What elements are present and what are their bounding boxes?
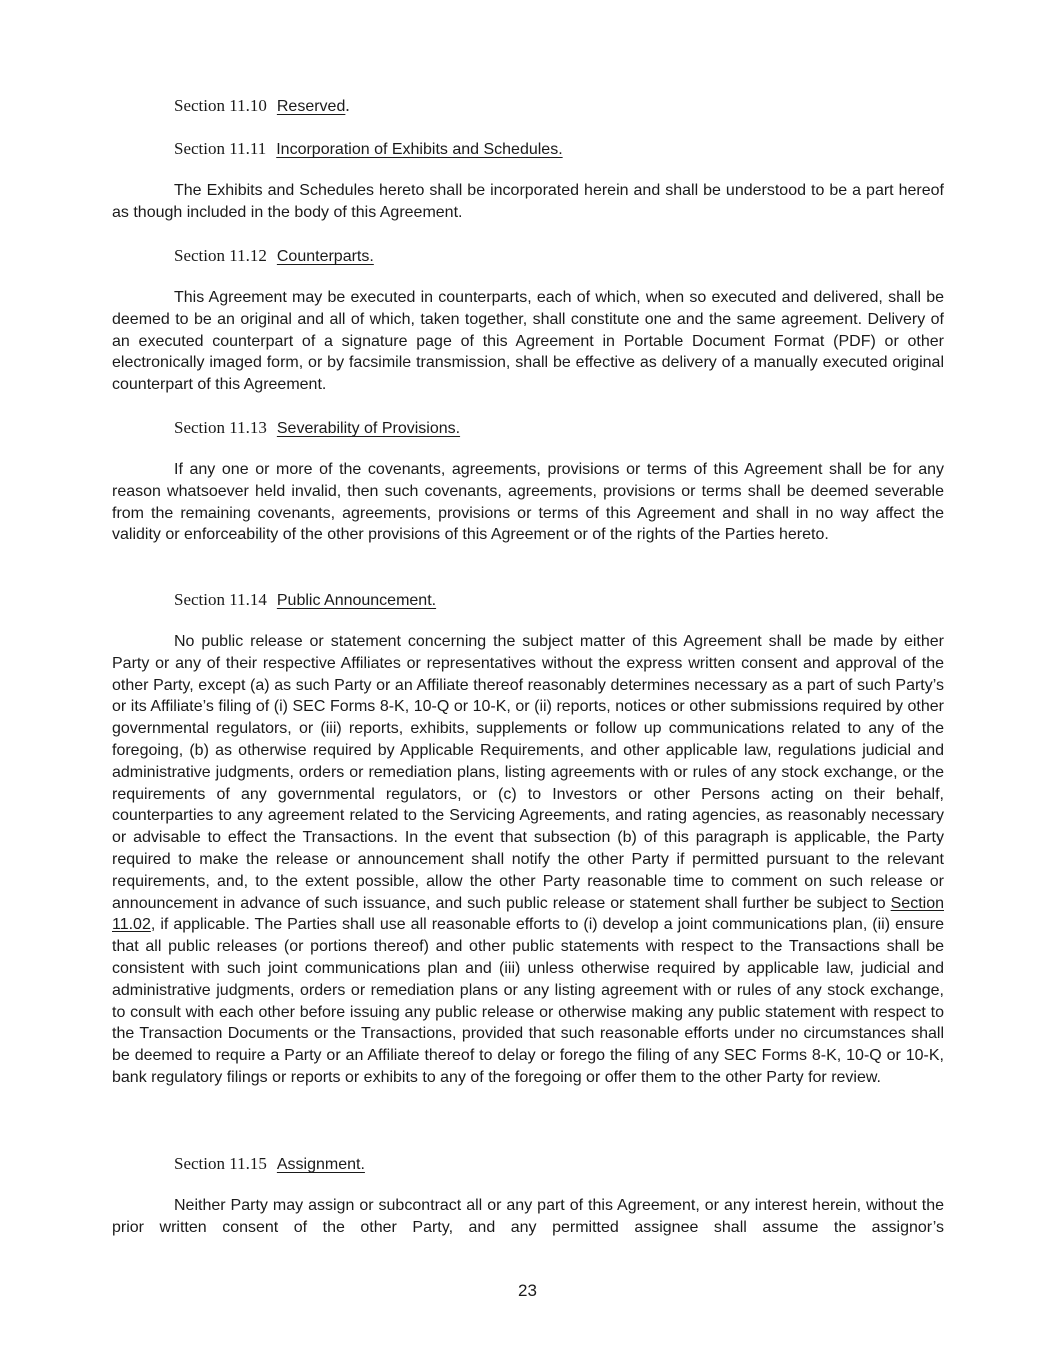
section-title: Counterparts. [276,248,374,265]
section-number: Section 11.10 [174,96,267,115]
paragraph-text: The Exhibits and Schedules hereto shall be incorporated herein and shall be understood to be a part hereof as though included in the body of this Agreement. [112,182,944,221]
paragraph-text: Neither Party may assign or subcontract all or any part of this Agreement, or any interest herein, without the prior written consent of the other Party, and any permitted assignee shall assume the assignor’s [112,1197,944,1236]
paragraph-public-announcement [112,631,944,1089]
paragraph-exhibits [112,180,944,224]
section-heading-11-14 [174,589,436,612]
section-heading-11-13 [174,417,460,440]
section-cross-reference: Section 11.02 [112,894,944,934]
section-number: Section 11.11 [174,139,267,158]
section-heading-11-12 [174,245,374,268]
section-heading-11-10 [174,95,350,118]
section-title: Public Announcement. [276,592,437,609]
section-heading-11-11 [174,138,563,161]
section-title: Incorporation of Exhibits and Schedules. [276,141,563,158]
paragraph-text-part2: , if applicable. The Parties shall use all reasonable efforts to (i) develop a joint communications plan, (ii) ensure that all public releases (or portions thereof) and other public statements with respect to the Transactions shall be consistent with such joint communications plan and (iii) unless otherwise required by applicable law, judicial and administrative judgments, orders or remediation plans or any listing agreement with or rules of any stock exchange, to consult with each other before issuing any public release or otherwise making any public statement with respect to the Transaction Documents or the Transactions, provided that such reasonable efforts under no circumstances shall be deemed to require a Party or an Affiliate thereof to delay or forego the filing of any SEC Forms 8-K, 10-Q or 10-K, bank regulatory filings or reports or exhibits to any of the foregoing or offer them to the other Party for review. [112,916,944,1086]
section-title: Assignment. [276,1156,365,1173]
section-number: Section 11.12 [174,246,267,265]
paragraph-text: If any one or more of the covenants, agreements, provisions or terms of this Agreement shall be for any reason whatsoever held invalid, then such covenants, agreements, provisions or terms shall be deemed severable from the remaining covenants, agreements, provisions or terms of this Agreement and shall in no way affect the validity or enforceability of the other provisions of this Agreement or of the rights of the Parties hereto. [112,461,944,544]
section-number: Section 11.15 [174,1154,267,1173]
page-number: 23 [518,1281,537,1300]
section-title: Severability of Provisions. [276,420,461,437]
section-title: Reserved [276,98,346,115]
section-heading-11-15 [174,1153,365,1176]
section-number: Section 11.14 [174,590,267,609]
section-number: Section 11.13 [174,418,267,437]
paragraph-severability [112,459,944,546]
paragraph-text: This Agreement may be executed in counterparts, each of which, when so executed and delivered, shall be deemed to be an original and all of which, taken together, shall constitute one and the same agreement. Delivery of an executed counterpart of a signature page of this Agreement in Portable Document Format (PDF) or other electronically imaged form, or by facsimile transmission, shall be effective as delivery of a manually executed original counterpart of this Agreement. [112,289,944,394]
paragraph-text-part1: No public release or statement concerning the subject matter of this Agreement shall be made by either Party or any of their respective Affiliates or representatives without the express written consent and approval of the other Party, except (a) as such Party or an Affiliate thereof reasonably determines necessary as a part of such Party’s or its Affiliate’s filing of (i) SEC Forms 8-K, 10-Q or 10-K, or (ii) reports, notices or other submissions required by other governmental regulators, or (iii) reports, exhibits, supplements or follow up communications related to any of the foregoing, (b) as otherwise required by Applicable Requirements, and other applicable law, regulations judicial and administrative judgments, orders or remediation plans, listing agreements with or rules of any stock exchange, or the requirements of any governmental regulators, or (c) to Investors or other Persons acting on their behalf, counterparties to any agreement related to the Servicing Agreements, and rating agencies, as reasonably necessary or advisable to effect the Transactions. In the event that subsection (b) of this paragraph is applicable, the Party required to make the release or announcement shall notify the other Party if permitted pursuant to the relevant requirements, and, to the extent possible, allow the other Party reasonable time to comment on such release or announcement in advance of such issuance, and such public release or statement shall further be subject to [112,633,944,912]
paragraph-counterparts [112,287,944,396]
section-title-suffix: . [345,96,350,115]
paragraph-assignment [112,1195,944,1239]
